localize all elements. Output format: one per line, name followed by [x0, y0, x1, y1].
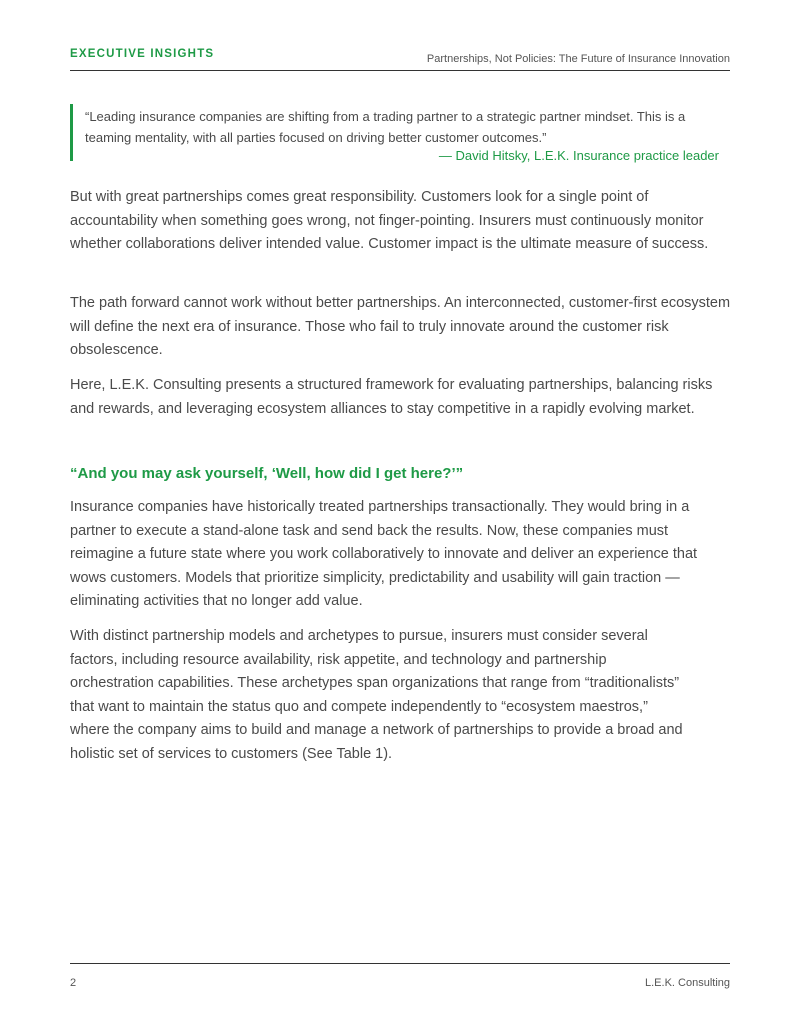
page-header [70, 44, 730, 71]
document-title: Partnerships, Not Policies: The Future of Insurance Innovation [426, 53, 730, 65]
quote-attribution: — David Hitsky, L.E.K. Insurance practice leader [438, 148, 719, 163]
body-paragraph-3: Here, L.E.K. Consulting presents a structured framework for evaluating partnerships, balancing risks and rewards, and leveraging ecosystem alliances to stay competitive in a rapidly evolving market. [70, 377, 713, 417]
body-paragraph-1: But with great partnerships comes great responsibility. Customers look for a single point of accountability when something goes wrong, not finger-pointing. Insurers must continuously monitor whether collaborations deliver intended value. Customer impact is the ultimate measure of success. [70, 189, 709, 253]
page-footer [70, 963, 730, 994]
pull-quote [70, 104, 721, 161]
body-paragraph-5: With distinct partnership models and archetypes to pursue, insurers must consider several factors, including resource availability, risk appetite, and technology and partnership orchestration capabilities. These archetypes span organizations that range from “traditionalists” that want to maintain the status quo and compete independently to “ecosystem maestros,” where the company aims to build and manage a network of partnerships to provide a broad and holistic set of services to customers (See Table 1). [70, 628, 683, 762]
body-paragraph-4: Insurance companies have historically treated partnerships transactionally. They would bring in a partner to execute a stand-alone task and send back the results. Now, these companies must reimagine a future state where you work collaboratively to innovate and deliver an experience that wows customers. Models that prioritize simplicity, predictability and usability will gain traction — eliminating activities that no longer add value. [70, 499, 698, 610]
section-label: EXECUTIVE INSIGHTS [70, 48, 215, 60]
section-subheading: “And you may ask yourself, ‘Well, how did I get here?’” [70, 465, 464, 482]
footer-brand: L.E.K. Consulting [645, 977, 730, 989]
body-paragraph-2: The path forward cannot work without better partnerships. An interconnected, customer-first ecosystem will define the next era of insurance. Those who fail to truly innovate around the customer risk obsolescence. [70, 295, 731, 359]
page-number: 2 [70, 977, 77, 989]
quote-text: “Leading insurance companies are shifting from a trading partner to a strategic partner mindset. This is a teaming mentality, with all parties focused on driving better customer outcomes.” [85, 109, 686, 145]
